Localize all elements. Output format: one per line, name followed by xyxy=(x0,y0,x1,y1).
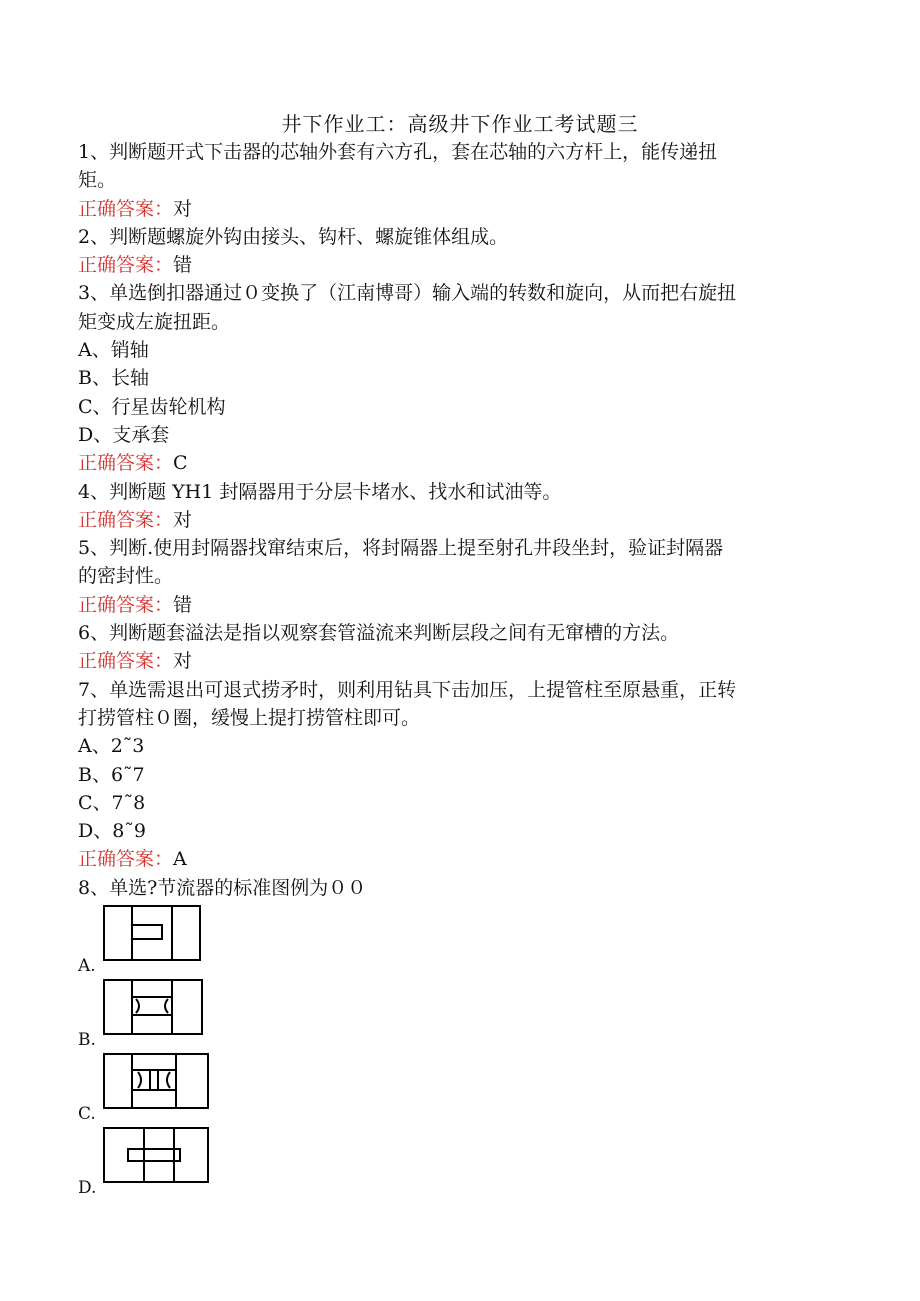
throttle-symbol-d-figure xyxy=(102,1126,210,1186)
question-1 xyxy=(78,138,818,223)
option-a: A、销轴 xyxy=(78,339,149,362)
question-text: 2、判断题螺旋外钩由接头、钩杆、螺旋锥体组成。 xyxy=(78,225,509,248)
question-text: 打捞管柱０圈，缓慢上提打捞管柱即可。 xyxy=(78,706,421,729)
answer-line xyxy=(78,449,818,477)
option-b: B、6˜7 xyxy=(78,763,145,786)
question-text: 1、判断题开式下击器的芯轴外套有六方孔，套在芯轴的六方杆上，能传递扭 xyxy=(78,141,718,163)
question-list xyxy=(78,138,818,1198)
question-6 xyxy=(78,619,818,676)
throttle-symbol-c-figure xyxy=(102,1052,210,1112)
question-text: 的密封性。 xyxy=(78,565,174,588)
throttle-symbol-b-figure xyxy=(102,978,206,1038)
document-title: 井下作业工：高级井下作业工考试题三 xyxy=(281,112,639,136)
figure-option-c xyxy=(78,1052,818,1124)
question-text: 4、判断题 YH1 封隔器用于分层卡堵水、找水和试油等。 xyxy=(78,480,562,503)
answer-value: C xyxy=(173,452,188,475)
figure-option-label: A. xyxy=(78,956,96,977)
question-text: 7、单选需退出可退式捞矛时，则利用钻具下击加压，上提管柱至原悬重，正转 xyxy=(78,678,737,701)
figure-option-label: D. xyxy=(78,1178,97,1199)
answer-line xyxy=(78,506,818,534)
option-d: D、8˜9 xyxy=(78,820,146,843)
question-3 xyxy=(78,279,818,477)
answer-value: 错 xyxy=(173,593,193,616)
question-2 xyxy=(78,223,818,280)
option-a: A、2˜3 xyxy=(78,735,145,758)
answer-value: 对 xyxy=(173,508,193,531)
answer-label: 正确答案： xyxy=(78,508,174,531)
answer-line xyxy=(78,845,818,873)
answer-line xyxy=(78,251,818,279)
answer-value: 对 xyxy=(173,197,193,220)
figure-option-d xyxy=(78,1126,818,1198)
question-8 xyxy=(78,874,818,1198)
question-7 xyxy=(78,676,818,874)
answer-line xyxy=(78,647,818,675)
answer-value: 错 xyxy=(173,254,193,277)
question-text: 矩。 xyxy=(78,169,117,192)
option-c: C、行星齿轮机构 xyxy=(78,395,226,418)
figure-option-label: B. xyxy=(78,1030,96,1051)
figure-option-a xyxy=(78,904,818,976)
throttle-symbol-a-figure xyxy=(102,904,206,964)
question-text: 3、单选倒扣器通过０变换了（江南博哥）输入端的转数和旋向，从而把右旋扭 xyxy=(78,282,737,305)
answer-label: 正确答案： xyxy=(78,593,174,616)
option-c: C、7˜8 xyxy=(78,791,146,814)
answer-value: A xyxy=(173,848,187,871)
answer-line xyxy=(78,195,818,223)
answer-value: 对 xyxy=(173,650,193,673)
question-text: 5、判断.使用封隔器找窜结束后，将封隔器上提至射孔井段坐封，验证封隔器 xyxy=(78,537,724,560)
question-5 xyxy=(78,534,818,619)
answer-label: 正确答案： xyxy=(78,650,174,673)
figure-option-label: C. xyxy=(78,1104,96,1125)
answer-label: 正确答案： xyxy=(78,254,174,277)
question-text: 矩变成左旋扭距。 xyxy=(78,310,231,333)
answer-label: 正确答案： xyxy=(78,197,174,220)
figure-option-b xyxy=(78,978,818,1050)
answer-label: 正确答案： xyxy=(78,848,174,871)
question-4 xyxy=(78,478,818,535)
question-text: 8、单选?节流器的标准图例为００ xyxy=(78,876,367,899)
answer-label: 正确答案： xyxy=(78,452,174,475)
option-b: B、长轴 xyxy=(78,367,149,390)
question-text: 6、判断题套溢法是指以观察套管溢流来判断层段之间有无窜槽的方法。 xyxy=(78,622,680,645)
answer-line xyxy=(78,591,818,619)
option-d: D、支承套 xyxy=(78,423,170,446)
